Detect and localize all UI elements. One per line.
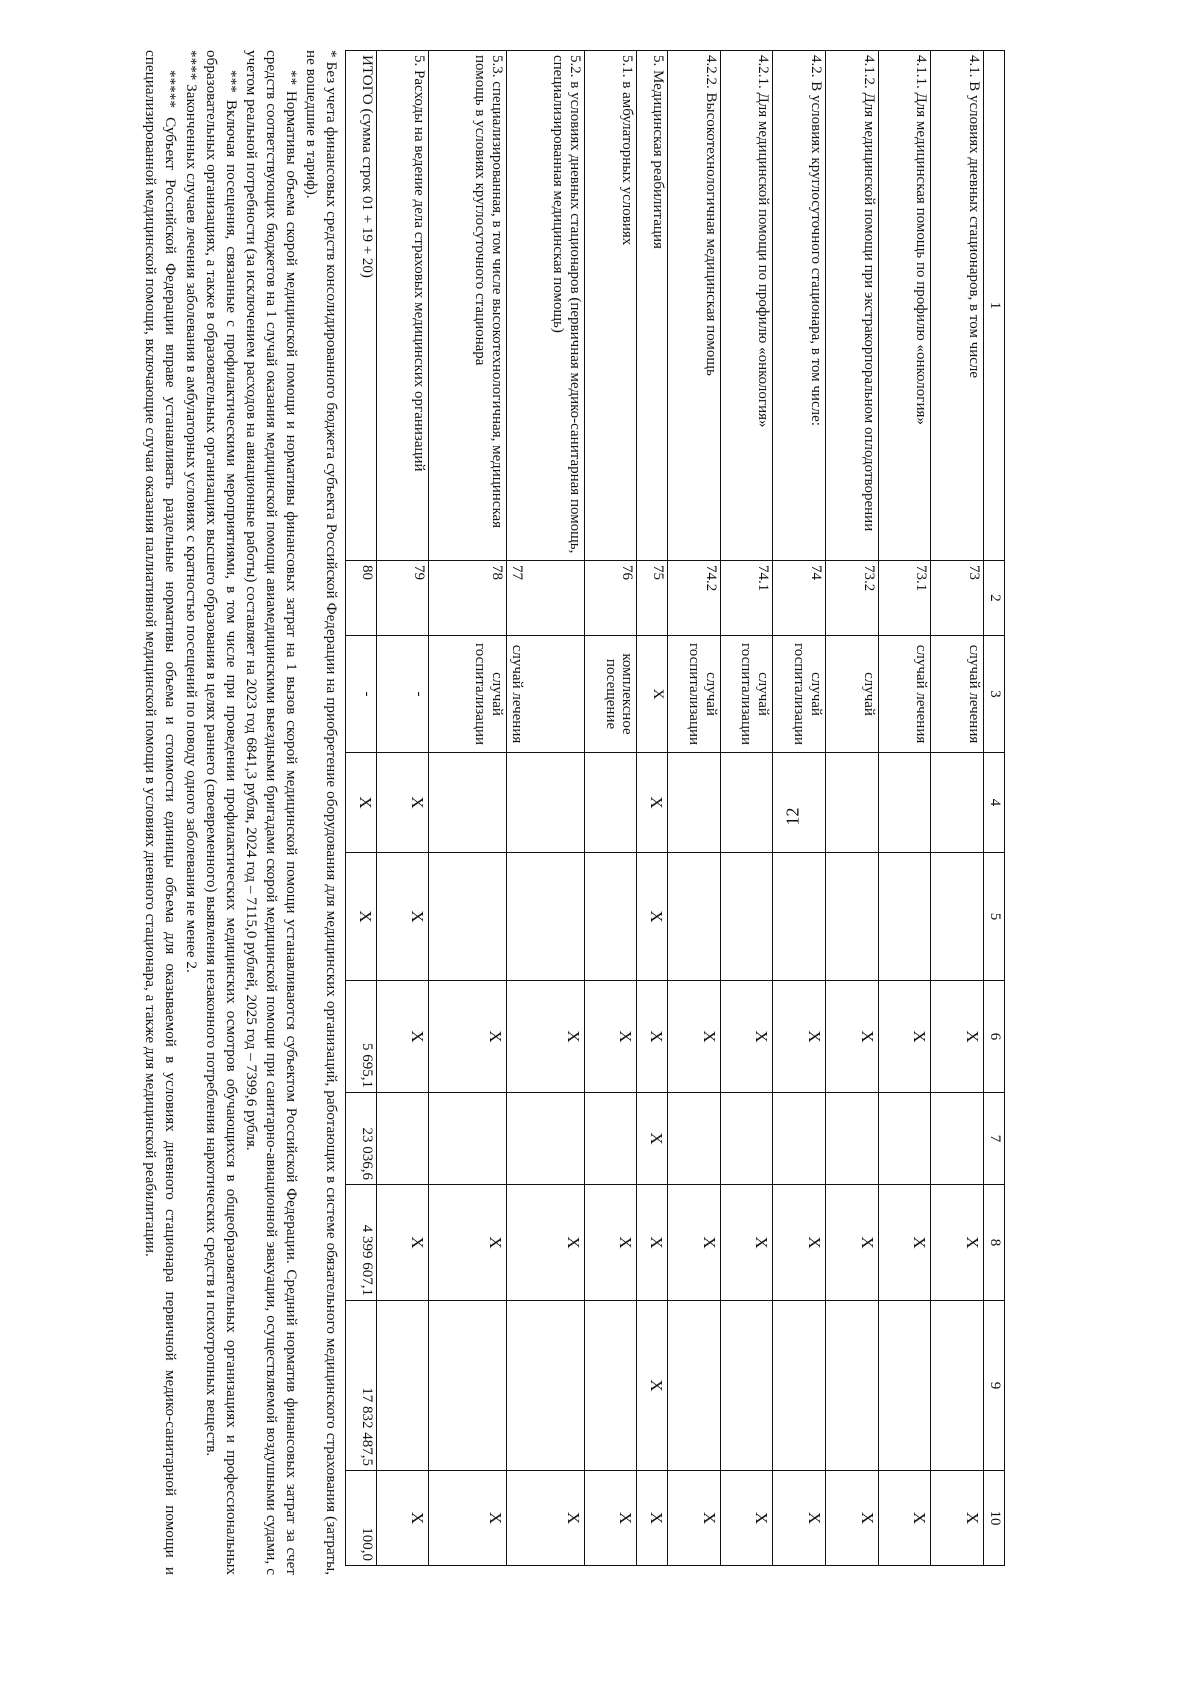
cell-col-9 — [506, 1301, 584, 1471]
cell-col-2: 76 — [584, 561, 637, 636]
cell-col-10: X — [825, 1471, 878, 1566]
cell-col-6: X — [931, 981, 984, 1093]
cell-col-4 — [773, 753, 826, 853]
cell-col-9 — [376, 1301, 429, 1471]
cell-col-6: X — [376, 981, 429, 1093]
cell-col-8: X — [720, 1185, 773, 1301]
total-cell-col-7: 23 036,6 — [346, 1093, 377, 1185]
cell-col-5 — [429, 853, 507, 981]
cell-col-9 — [584, 1301, 637, 1471]
table-row — [584, 51, 637, 1566]
cell-col-2: 74.1 — [720, 561, 773, 636]
cell-col-4 — [584, 753, 637, 853]
total-cell-col-10: 100,0 — [346, 1471, 377, 1566]
cell-col-5 — [720, 853, 773, 981]
cell-col-2: 73.2 — [825, 561, 878, 636]
cell-col-8: X — [637, 1185, 668, 1301]
cell-col-2: 74.2 — [667, 561, 720, 636]
table-row — [720, 51, 773, 1566]
table-row — [506, 51, 584, 1566]
table-row — [667, 51, 720, 1566]
cell-col-9 — [825, 1301, 878, 1471]
cell-col-1: 4.2. В условиях круглосуточного стационара, в том числе: — [773, 51, 826, 561]
cell-col-6: X — [825, 981, 878, 1093]
cell-col-6: X — [637, 981, 668, 1093]
cell-col-3: X — [637, 636, 668, 753]
cell-col-4 — [878, 753, 931, 853]
cell-col-1: 4.1.1. Для медицинская помощь по профилю «онкология» — [878, 51, 931, 561]
cell-col-7 — [429, 1093, 507, 1185]
column-header-2: 2 — [984, 561, 1005, 636]
column-header-4: 4 — [984, 753, 1005, 853]
cell-col-2: 73.1 — [878, 561, 931, 636]
footnote-3: *** Включая посещения, связанные с профилактическими мероприятиями, в том числе при проведении профилактических медицинских осмотров обучающихся в общеобразовательных организациях и профессиональных образовательных организациях, а также в образовательных организациях высшего образования в целях раннего (своевременного) выявления незаконного потребления наркотических средств и психотропных веществ. — [202, 50, 240, 1575]
cell-col-4: X — [637, 753, 668, 853]
cell-col-10: X — [637, 1471, 668, 1566]
column-header-3: 3 — [984, 636, 1005, 753]
cell-col-1: 4.1. В условиях дневных стационаров, в том числе — [931, 51, 984, 561]
cell-col-8: X — [773, 1185, 826, 1301]
cell-col-10: X — [878, 1471, 931, 1566]
cell-col-7 — [584, 1093, 637, 1185]
cell-col-1: 4.2.1. Для медицинской помощи по профилю «онкология» — [720, 51, 773, 561]
cell-col-1: 5. Расходы на ведение дела страховых медицинских организаций — [376, 51, 429, 561]
cell-col-10: X — [667, 1471, 720, 1566]
table-body — [346, 51, 984, 1566]
table-row — [878, 51, 931, 1566]
cell-col-6: X — [506, 981, 584, 1093]
table-row — [825, 51, 878, 1566]
total-cell-col-5: X — [346, 853, 377, 981]
cell-col-3: случай госпитализации — [773, 636, 826, 753]
cell-col-9 — [773, 1301, 826, 1471]
column-header-10: 10 — [984, 1471, 1005, 1566]
table-row — [931, 51, 984, 1566]
table-row — [773, 51, 826, 1566]
cell-col-8: X — [667, 1185, 720, 1301]
cell-col-5 — [584, 853, 637, 981]
cell-col-8: X — [506, 1185, 584, 1301]
cell-col-7 — [667, 1093, 720, 1185]
cell-col-10: X — [773, 1471, 826, 1566]
cell-col-7 — [931, 1093, 984, 1185]
column-header-1: 1 — [984, 51, 1005, 561]
cell-col-7 — [825, 1093, 878, 1185]
cell-col-6: X — [720, 981, 773, 1093]
cell-col-8: X — [429, 1185, 507, 1301]
total-cell-col-6: 5 695,1 — [346, 981, 377, 1093]
footnote-2: ** Нормативы объема скорой медицинской помощи и нормативы финансовых затрат на 1 вызов скорой медицинской помощи устанавливаются субъектом Российской Федерации. Средний норматив финансовых затрат за счет средств соответствующих бюджетов на 1 случай оказания медицинской помощи авиамедицинскими выездными бригадами скорой медицинской помощи при санитарно-авиационной эвакуации, осуществляемой воздушными судами, с учетом реальной потребности (за исключением расходов на авиационные работы) составляет на 2023 год 6841,3 рубля, 2024 год – 7115,0 рублей, 2025 год – 7399,6 рубля. — [242, 50, 300, 1575]
financing-table — [345, 50, 1005, 1566]
cell-col-4: X — [376, 753, 429, 853]
cell-col-8: X — [931, 1185, 984, 1301]
cell-col-3: случай — [825, 636, 878, 753]
table-row — [637, 51, 668, 1566]
table-total-row — [346, 51, 377, 1566]
footnote-4: **** Законченных случаев лечения заболевания в амбулаторных условиях с кратностью посещений по поводу одного заболевания не менее 2. — [182, 50, 200, 973]
table-header-row — [984, 51, 1005, 1566]
cell-col-4 — [667, 753, 720, 853]
cell-col-8: X — [878, 1185, 931, 1301]
table-row — [376, 51, 429, 1566]
table-row — [429, 51, 507, 1566]
cell-col-9 — [667, 1301, 720, 1471]
cell-col-9 — [429, 1301, 507, 1471]
cell-col-5 — [931, 853, 984, 981]
footnote-1: * Без учета финансовых средств консолидированного бюджета субъекта Российской Федерации на приобретение оборудования для медицинских организаций, работающих в системе обязательного медицинского страхования (затраты, не вошедшие в тариф). — [302, 50, 340, 1575]
cell-col-10: X — [376, 1471, 429, 1566]
cell-col-7: X — [637, 1093, 668, 1185]
cell-col-6: X — [584, 981, 637, 1093]
total-cell-col-4: X — [346, 753, 377, 853]
cell-col-2: 73 — [931, 561, 984, 636]
cell-col-10: X — [506, 1471, 584, 1566]
cell-col-2: 78 — [429, 561, 507, 636]
cell-col-3: случай лечения — [878, 636, 931, 753]
total-cell-col-3: - — [346, 636, 377, 753]
cell-col-9: X — [637, 1301, 668, 1471]
cell-col-6: X — [773, 981, 826, 1093]
cell-col-10: X — [931, 1471, 984, 1566]
rotated-content — [135, 50, 1005, 1580]
cell-col-7 — [878, 1093, 931, 1185]
cell-col-5 — [506, 853, 584, 981]
cell-col-3: - — [376, 636, 429, 753]
cell-col-3: случай лечения — [931, 636, 984, 753]
cell-col-6: X — [429, 981, 507, 1093]
cell-col-7 — [773, 1093, 826, 1185]
cell-col-5 — [878, 853, 931, 981]
total-cell-col-9: 17 832 487,5 — [346, 1301, 377, 1471]
cell-col-2: 77 — [506, 561, 584, 636]
column-header-9: 9 — [984, 1301, 1005, 1471]
cell-col-4 — [825, 753, 878, 853]
cell-col-7 — [376, 1093, 429, 1185]
cell-col-2: 79 — [376, 561, 429, 636]
column-header-7: 7 — [984, 1093, 1005, 1185]
cell-col-1: 5.1. в амбулаторных условиях — [584, 51, 637, 561]
cell-col-4 — [720, 753, 773, 853]
cell-col-9 — [720, 1301, 773, 1471]
cell-col-4 — [931, 753, 984, 853]
cell-col-3: случай госпитализации — [720, 636, 773, 753]
footnotes — [140, 50, 341, 1575]
cell-col-1: 5.3. специализированная, в том числе высокотехнологичная, медицинская помощь в условиях круглосуточного стационара — [429, 51, 507, 561]
cell-col-6: X — [878, 981, 931, 1093]
total-cell-col-8: 4 399 607,1 — [346, 1185, 377, 1301]
cell-col-7 — [720, 1093, 773, 1185]
cell-col-10: X — [720, 1471, 773, 1566]
cell-col-3: комплексное посещение — [584, 636, 637, 753]
cell-col-9 — [878, 1301, 931, 1471]
cell-col-3: случай лечения — [506, 636, 584, 753]
footnote-5: ***** Субъект Российской Федерации вправе устанавливать раздельные нормативы объема и стоимости единицы объема для оказываемой в условиях дневного стационара первичной медико-санитарной помощи и специализированной медицинской помощи, включающие случаи оказания паллиативной медицинской помощи в условиях дневного стационара, а также для медицинской реабилитации. — [142, 50, 180, 1575]
cell-col-9 — [931, 1301, 984, 1471]
column-header-5: 5 — [984, 853, 1005, 981]
cell-col-8: X — [376, 1185, 429, 1301]
cell-col-1: 4.2.2. Высокотехнологичная медицинская помощь — [667, 51, 720, 561]
cell-col-3: случай госпитализации — [429, 636, 507, 753]
cell-col-7 — [506, 1093, 584, 1185]
column-header-6: 6 — [984, 981, 1005, 1093]
cell-col-5: X — [637, 853, 668, 981]
cell-col-10: X — [429, 1471, 507, 1566]
cell-col-8: X — [584, 1185, 637, 1301]
total-cell-col-1: ИТОГО (сумма строк 01 + 19 + 20) — [346, 51, 377, 561]
cell-col-5 — [667, 853, 720, 981]
cell-col-3: случай госпитализации — [667, 636, 720, 753]
cell-col-1: 5. Медицинская реабилитация — [637, 51, 668, 561]
cell-col-2: 75 — [637, 561, 668, 636]
cell-col-5 — [773, 853, 826, 981]
page-number: 12 — [782, 807, 803, 826]
cell-col-6: X — [667, 981, 720, 1093]
cell-col-4 — [429, 753, 507, 853]
cell-col-5 — [825, 853, 878, 981]
cell-col-1: 4.1.2. Для медицинской помощи при экстракорпоральном оплодотворении — [825, 51, 878, 561]
total-cell-col-2: 80 — [346, 561, 377, 636]
cell-col-8: X — [825, 1185, 878, 1301]
cell-col-5: X — [376, 853, 429, 981]
cell-col-1: 5.2. в условиях дневных стационаров (первичная медико-санитарная помощь, специализированная медицинская помощь) — [506, 51, 584, 561]
column-header-8: 8 — [984, 1185, 1005, 1301]
cell-col-2: 74 — [773, 561, 826, 636]
cell-col-10: X — [584, 1471, 637, 1566]
cell-col-4 — [506, 753, 584, 853]
